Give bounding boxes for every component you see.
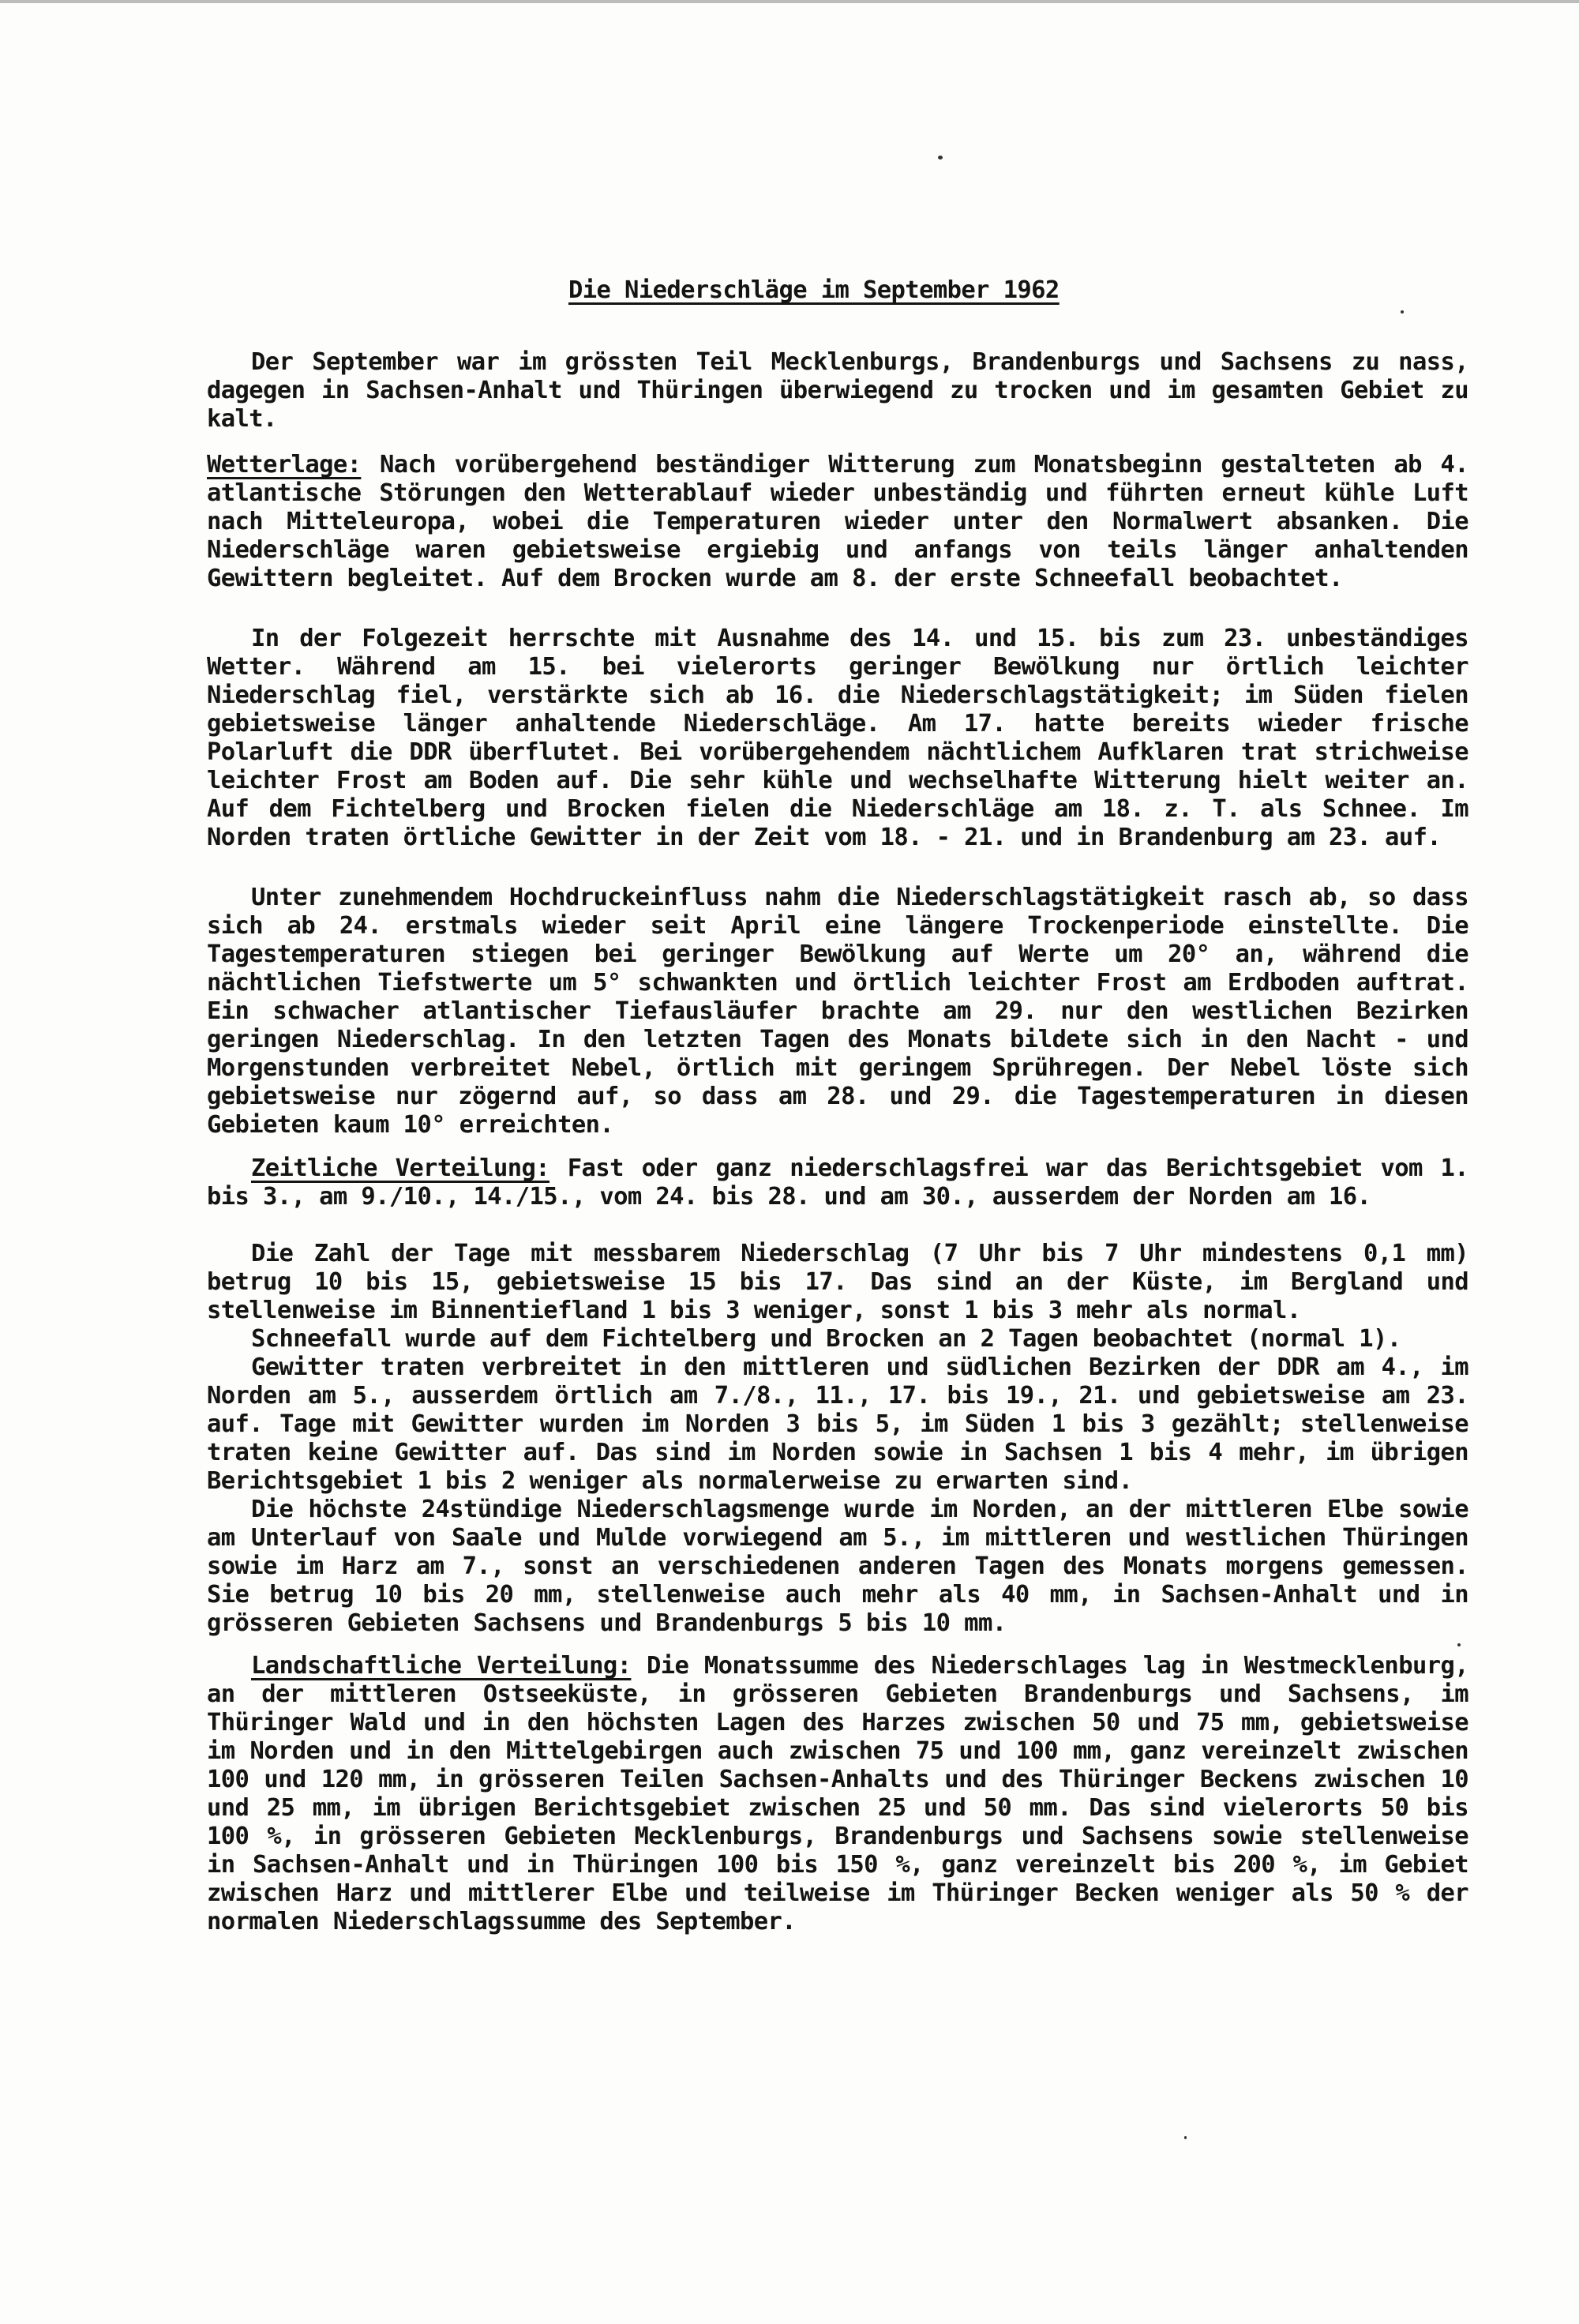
- page-title: Die Niederschläge im September 1962: [568, 276, 1060, 304]
- scan-speck: [938, 156, 943, 160]
- scan-speck: [1184, 2136, 1187, 2139]
- wetterlage-paragraph-1: [207, 451, 1468, 593]
- wetterlage-paragraph-3: Unter zunehmendem Hochdruckeinfluss nahm die Niederschlagstätigkeit rasch ab, so dass sich ab 24. erstmals wieder seit April eine längere Trockenperiode einstellte. Die Tagestemperaturen stiegen bei geringer Bewölkung auf Werte um 20° an, während die nächtlichen Tiefstwerte um 5° schwankten und örtlich leichter Frost am Erdboden auftrat. Ein schwacher atlantischer Tiefausläufer brachte am 29. nur den westlichen Bezirken geringen Niederschlag. In den letzten Tagen des Monats bildete sich in den Nacht - und Morgenstunden verbreitet Nebel, örtlich mit geringem Sprühregen. Der Nebel löste sich gebietsweise nur zögernd auf, so dass am 28. und 29. die Tagestemperaturen in diesen Gebieten kaum 10° erreichten.: [207, 884, 1468, 1139]
- zeitlich-paragraph-4: Gewitter traten verbreitet in den mittleren und südlichen Bezirken der DDR am 4., im Norden am 5., ausserdem örtlich am 7./8., 11., 17. bis 19., 21. und gebietsweise am 23. auf. Tage mit Gewitter wurden im Norden 3 bis 5, im Süden 1 bis 3 gezählt; stellenweise traten keine Gewitter auf. Das sind im Norden sowie in Sachsen 1 bis 4 mehr, im übrigen Berichtsgebiet 1 bis 2 weniger als normalerweise zu erwarten sind.: [207, 1353, 1468, 1495]
- wetterlage-heading: Wetterlage:: [207, 451, 362, 479]
- intro-paragraph: Der September war im grössten Teil Mecklenburgs, Brandenburgs und Sachsens zu nass, dagegen in Sachsen-Anhalt und Thüringen überwiegend zu trocken und im gesamten Gebiet zu kalt.: [207, 348, 1468, 433]
- landschaft-text: Die Monatssumme des Niederschlages lag in Westmecklenburg, an der mittleren Ostseeküste, in grösseren Gebieten Brandenburgs und Sachsens, im Thüringer Wald und in den höchsten Lagen des Harzes zwischen 50 und 75 mm, gebietsweise im Norden und in den Mittelgebirgen auch zwischen 75 und 100 mm, ganz vereinzelt zwischen 100 und 120 mm, in grösseren Teilen Sachsen-Anhalts und des Thüringer Beckens zwischen 10 und 25 mm, im übrigen Berichtsgebiet zwischen 25 und 50 mm. Das sind vielerorts 50 bis 100 %, in grösseren Gebieten Mecklenburgs, Brandenburgs und Sachsens sowie stellenweise in Sachsen-Anhalt und in Thüringen 100 bis 150 %, ganz vereinzelt bis 200 %, im Gebiet zwischen Harz und mittlerer Elbe und teilweise im Thüringer Becken weniger als 50 % der normalen Niederschlagssumme des September.: [207, 1652, 1469, 1935]
- page-top-edge: [0, 0, 1579, 3]
- zeitlich-paragraph-3: Schneefall wurde auf dem Fichtelberg und Brocken an 2 Tagen beobachtet (normal 1).: [251, 1325, 1401, 1353]
- zeitlich-heading: Zeitliche Verteilung:: [251, 1154, 550, 1182]
- zeitlich-paragraph-1: [207, 1154, 1468, 1211]
- scan-speck: [1401, 310, 1404, 313]
- wetterlage-paragraph-2: In der Folgezeit herrschte mit Ausnahme des 14. und 15. bis zum 23. unbeständiges Wetter. Während am 15. bei vielerorts geringer Bewölkung nur örtlich leichter Niederschlag fiel, verstärkte sich ab 16. die Niederschlagstätigkeit; im Süden fielen gebietsweise länger anhaltende Niederschläge. Am 17. hatte bereits wieder frische Polarluft die DDR überflutet. Bei vorübergehendem nächtlichem Aufklaren trat strichweise leichter Frost am Boden auf. Die sehr kühle und wechselhafte Witterung hielt weiter an. Auf dem Fichtelberg und Brocken fielen die Niederschläge am 18. z. T. als Schnee. Im Norden traten örtliche Gewitter in der Zeit vom 18. - 21. und in Brandenburg am 23. auf.: [207, 625, 1468, 851]
- landschaft-paragraph: [207, 1652, 1468, 1936]
- zeitlich-paragraph-2: Die Zahl der Tage mit messbarem Niederschlag (7 Uhr bis 7 Uhr mindestens 0,1 mm) betrug 10 bis 15, gebietsweise 15 bis 17. Das sind an der Küste, im Bergland und stellenweise im Binnentiefland 1 bis 3 weniger, sonst 1 bis 3 mehr als normal.: [207, 1240, 1468, 1324]
- wetterlage-text-1: Nach vorübergehend beständiger Witterung zum Monatsbeginn gestalteten ab 4. atlantische Störungen den Wetterablauf wieder unbeständig und führten erneut kühle Luft nach Mitteleuropa, wobei die Temperaturen wieder unter den Normalwert absanken. Die Niederschläge waren gebietsweise ergiebig und anfangs von teils länger anhaltenden Gewittern begleitet. Auf dem Brocken wurde am 8. der erste Schneefall beobachtet.: [207, 451, 1468, 592]
- scan-speck: [1457, 1643, 1461, 1646]
- zeitlich-paragraph-5: Die höchste 24stündige Niederschlagsmenge wurde im Norden, an der mittleren Elbe sowie am Unterlauf von Saale und Mulde vorwiegend am 5., im mittleren und westlichen Thüringen sowie im Harz am 7., sonst an verschiedenen anderen Tagen des Monats morgens gemessen. Sie betrug 10 bis 20 mm, stellenweise auch mehr als 40 mm, in Sachsen-Anhalt und in grösseren Gebieten Sachsens und Brandenburgs 5 bis 10 mm.: [207, 1496, 1468, 1637]
- zeitlich-text-1: Fast oder ganz niederschlagsfrei war das Berichtsgebiet vom 1. bis 3., am 9./10., 14./15., vom 24. bis 28. und am 30., ausserdem der Norden am 16.: [207, 1154, 1469, 1211]
- landschaft-heading: Landschaftliche Verteilung:: [251, 1652, 632, 1680]
